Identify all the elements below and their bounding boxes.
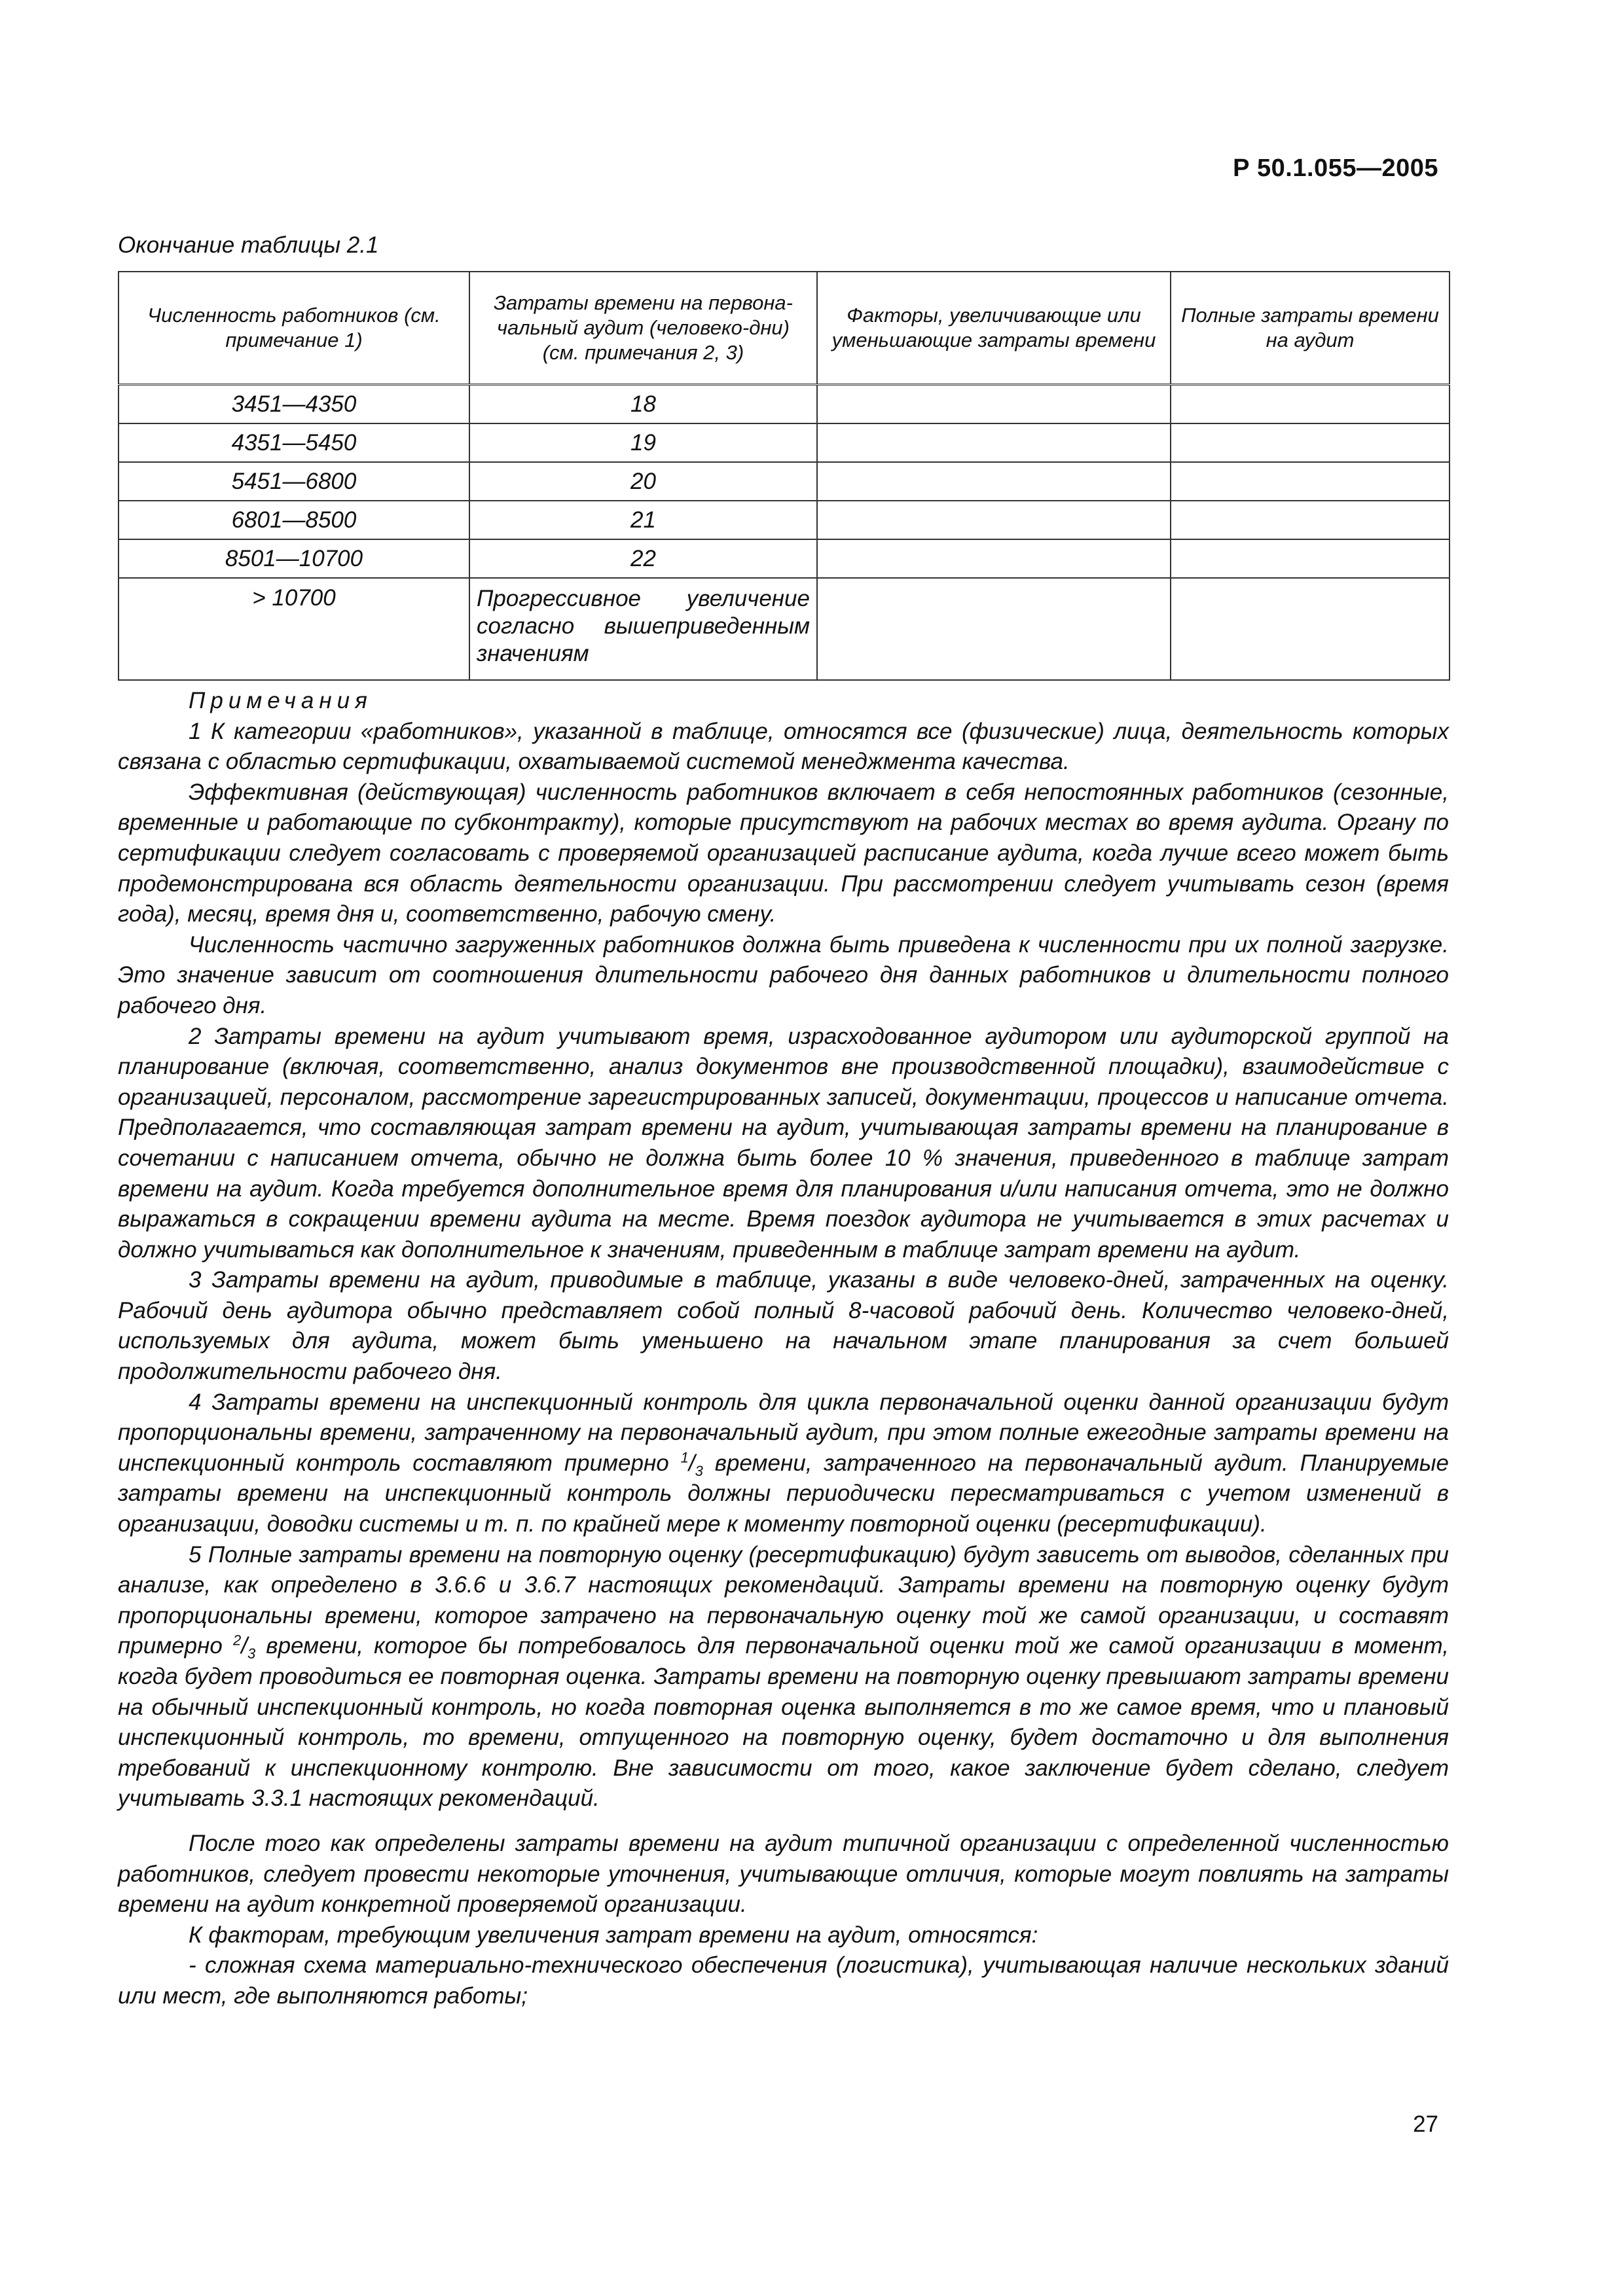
cell-total [1171,385,1450,424]
cell-total [1171,423,1450,462]
table-row [119,385,1450,424]
cell-workers: > 10700 [119,578,469,680]
cell-days: 18 [469,385,817,424]
cell-total [1171,578,1450,680]
note-4: 4 Затраты времени на инспекционный контроль для цикла первоначальной оценки данной организации будут пропорциональны времени, затраченному на первоначальный аудит, при этом полные ежегодные затраты времени на инспекционный контроль составляют примерно $^1/_3$ времени, затраченного на первоначальный аудит. Планируемые затраты времени на инспекционный контроль должны периодически пересматриваться с учетом изменений в организации, доводки системы и т. п. по крайней мере к моменту повторной оценки (ресертификации). [118,1389,1449,1537]
header-total-time: Полные затраты времени на аудит [1171,272,1450,385]
table-header-row [119,272,1450,385]
cell-workers: 4351—5450 [119,423,469,462]
fraction-numerator: 1 [680,1449,689,1466]
cell-total [1171,539,1450,578]
page-number: 27 [1413,2111,1438,2137]
table-row [119,462,1450,501]
note-3: 3 Затраты времени на аудит, приводимые в таблице, указаны в виде человеко-дней, затраченных на оценку. Рабочий день аудитора обычно представляет собой полный 8-часовой рабочий день. Количество человеко-дней, используемых для аудита, может быть уменьшено на начальном этапе планирования за счет большей продолжительности рабочего дня. [118,1267,1449,1385]
fraction-denominator: 3 [247,1645,256,1662]
document-code: Р 50.1.055—2005 [1233,154,1438,182]
header-factors: Факторы, увеличивающие или уменьшающие затраты времени [817,272,1171,385]
cell-days: 21 [469,501,817,539]
cell-workers: 3451—4350 [119,385,469,424]
cell-factors [817,462,1171,501]
cell-days: 20 [469,462,817,501]
table-row [119,501,1450,539]
cell-factors [817,385,1171,424]
header-workers: Численность работников (см. примечание 1) [119,272,469,385]
note-5-text-start: 5 Полные затраты времени на повторную оценку (ресертификацию) будут зависеть от выводов, сделанных при анализе, как определено в 3.6.6 и 3.6.7 настоящих рекомендаций. Затраты времени на повторную оценку будут пропорциональны времени, которое затрачено на первоначальную оценку той же самой организации, и составят примерно [118,1541,1449,1659]
cell-workers: 6801—8500 [119,501,469,539]
cell-total [1171,501,1450,539]
note-4-text-start: 4 Затраты времени на инспекционный контроль для цикла первоначальной оценки данной организации будут пропорциональны времени, затраченному на первоначальный аудит, при этом полные ежегодные затраты времени на инспекционный контроль составляют примерно [118,1389,1449,1476]
table-caption: Окончание таблицы 2.1 [118,232,379,258]
body-paragraph: К факторам, требующим увеличения затрат времени на аудит, относятся: [189,1922,1038,1948]
table-row [119,423,1450,462]
body-paragraph: После того как определены затраты времени на аудит типичной организации с определенной численностью работников, следует провести некоторые уточнения, учитывающие отличия, которые могут повлиять на затраты времени на аудит конкретной проверяемой организации. [118,1830,1449,1918]
cell-factors [817,501,1171,539]
header-initial-audit-days: Затраты времени на первона-чальный аудит (человеко-дни) (см. примечания 2, 3) [469,272,817,385]
body-list-item: - сложная схема материально-технического обеспечения (логистика), учитывающая наличие нескольких зданий или мест, где выполняются работы; [118,1952,1449,2009]
note-1-part-time-workers: Численность частично загруженных работников должна быть приведена к численности при их полной загрузке. Это значение зависит от соотношения длительности рабочего дня данных работников и длительности полного рабочего дня. [118,931,1449,1018]
cell-factors [817,423,1171,462]
notes-title: Примечания [189,688,373,713]
notes-section [118,686,1449,2012]
note-5: 5 Полные затраты времени на повторную оценку (ресертификацию) будут зависеть от выводов, сделанных при анализе, как определено в 3.6.6 и 3.6.7 настоящих рекомендаций. Затраты времени на повторную оценку будут пропорциональны времени, которое затрачено на первоначальную оценку той же самой организации, и составят примерно $^2/_3$ времени, которое бы потребовалось для первоначальной оценки той же самой организации в момент, когда будет проводиться ее повторная оценка. Затраты времени на повторную оценку превышают затраты времени на обычный инспекционный контроль, но когда повторная оценка выполняется в то же самое время, что и плановый инспекционный контроль, то времени, отпущенного на повторную оценку, будет достаточно и для выполнения требований к инспекционному контролю. Вне зависимости от того, какое заключение будет сделано, следует учитывать 3.3.1 настоящих рекомендаций. [118,1541,1449,1812]
cell-days: 19 [469,423,817,462]
cell-days: Прогрессивное увеличение согласно вышеприведенным значениям [469,578,817,680]
cell-total [1171,462,1450,501]
cell-days: 22 [469,539,817,578]
note-4-text-end: времени, затраченного на первоначальный аудит. Планируемые затраты времени на инспекционный контроль должны периодически пересматриваться с учетом изменений в организации, доводки системы и т. п. по крайней мере к моменту повторной оценки (ресертификации). [118,1450,1449,1537]
table-row [119,578,1450,680]
fraction-denominator: 3 [695,1462,703,1479]
cell-factors [817,578,1171,680]
table-row [119,539,1450,578]
note-5-text-end: времени, которое бы потребовалось для первоначальной оценки той же самой организации в момент, когда будет проводиться ее повторная оценка. Затраты времени на повторную оценку превышают затраты времени на обычный инспекционный контроль, но когда повторная оценка выполняется в то же самое время, что и плановый инспекционный контроль, то времени, отпущенного на повторную оценку, будет достаточно и для выполнения требований к инспекционному контролю. Вне зависимости от того, какое заключение будет сделано, следует учитывать 3.3.1 настоящих рекомендаций. [118,1633,1449,1812]
audit-time-table [118,271,1450,681]
note-1: 1 К категории «работников», указанной в таблице, относятся все (физические) лица, деятельность которых связана с областью сертификации, охватываемой системой менеджмента качества. [118,718,1449,775]
cell-workers: 5451—6800 [119,462,469,501]
fraction-numerator: 2 [232,1632,242,1649]
cell-factors [817,539,1171,578]
note-1-effective-workers: Эффективная (действующая) численность работников включает в себя непостоянных работников (сезонные, временные и работающие по субконтракту), которые присутствуют на рабочих местах во время аудита. Органу по сертификации следует согласовать с проверяемой организацией расписание аудита, когда лучше всего может быть продемонстрирована вся область деятельности организации. При рассмотрении следует учитывать сезон (время года), месяц, время дня и, соответственно, рабочую смену. [118,779,1449,927]
cell-workers: 8501—10700 [119,539,469,578]
note-2: 2 Затраты времени на аудит учитывают время, израсходованное аудитором или аудиторской группой на планирование (включая, соответственно, анализ документов вне производственной площадки), взаимодействие с организацией, персоналом, рассмотрение зарегистрированных записей, документации, процессов и написание отчета. Предполагается, что составляющая затрат времени на аудит, учитывающая затраты времени на планирование в сочетании с написанием отчета, обычно не должна быть более 10 % значения, приведенного в таблице затрат времени на аудит. Когда требуется дополнительное время для планирования и/или написания отчета, это не должно выражаться в сокращении времени аудита на месте. Время поездок аудитора не учитывается в этих расчетах и должно учитываться как дополнительное к значениям, приведенным в таблице затрат времени на аудит. [118,1023,1449,1263]
